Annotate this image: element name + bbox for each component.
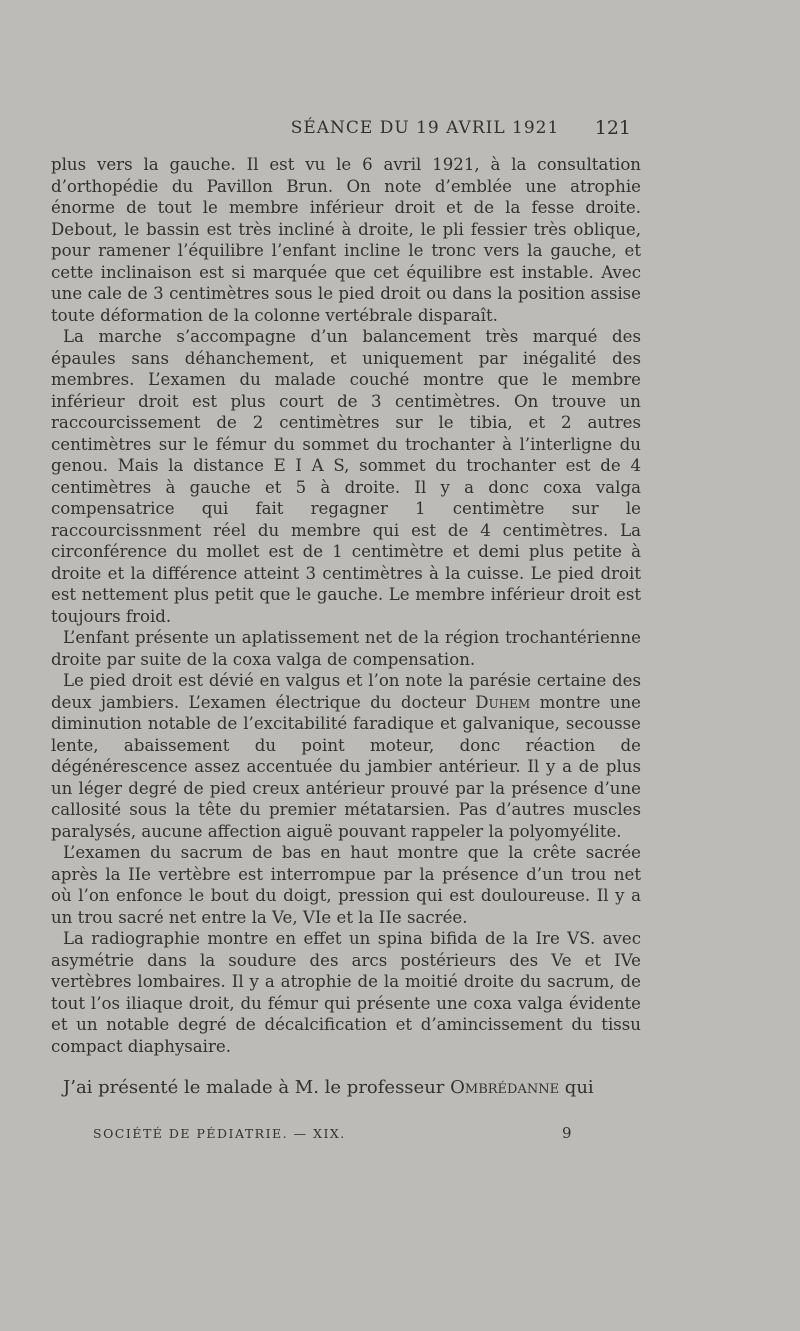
author-name-ombredanne: Ombrédanne (450, 1077, 560, 1098)
paragraph-5: L’examen du sacrum de bas en haut montre que la crête sacrée après la IIe vertèbre est interrompue par la présence d’un trou net où l’on enfonce le bout du doigt, pression qui est douloureuse. Il y a un trou sacré net entre la Ve, VIe et la IIe sacrée. (51, 843, 641, 927)
paragraph-6: La radiographie montre en effet un spina bifida de la Ire VS. avec asymétrie dans la soudure des arcs postérieurs des Ve et IVe vertèbres lombaires. Il y a atrophie de la moitié droite du sacrum, de tout l’os iliaque droit, du fémur qui présente une coxa valga évidente et un notable degré de décalcification et d’amincissement du tissu compact diaphysaire. (51, 929, 641, 1056)
page-number: 121 (594, 117, 631, 139)
paragraph-7-text-a: J’ai présenté le malade à M. le professeur (63, 1077, 451, 1098)
paragraph-7-text-b: qui (559, 1077, 594, 1098)
paragraph-4-text-b: montre une diminution notable de l’excitabilité faradique et galvanique, secousse lente, abaissement du point moteur, donc réaction de dégénérescence assez accentuée du jambier antérieur. Il y a de plus un léger degré de pied creux antérieur prouvé par la présence d’une callosité sous la tête du premier métatarsien. Pas d’autres muscles paralysés, aucune affection aiguë pouvant rappeler la polyomyélite. (51, 692, 641, 841)
body-text (51, 154, 641, 1099)
paragraph-2: La marche s’accompagne d’un balancement très marqué des épaules sans déhanchement, et uniquement par inégalité des membres. L’examen du malade couché montre que le membre inférieur droit est plus court de 3 centimètres. On trouve un raccourcissement de 2 centimètres sur le tibia, et 2 autres centimètres sur le fémur du sommet du trochanter à l’interligne du genou. Mais la distance E I A S, sommet du trochanter est de 4 centimètres à gauche et 5 à droite. Il y a donc coxa valga compensatrice qui fait regagner 1 centimètre sur le raccourcissnment réel du membre qui est de 4 centimètres. La circonférence du mollet est de 1 centimètre et demi plus petite à droite et la différence atteint 3 centimètres à la cuisse. Le pied droit est nettement plus petit que le gauche. Le membre inférieur droit est toujours froid. (51, 327, 641, 626)
footer-sheet-number: 9 (562, 1124, 572, 1142)
paragraph-4-text-a: Le pied droit est dévié en valgus et l’on note la parésie certaine des deux jambiers. L’examen électrique du docteur (51, 671, 641, 712)
paragraph-1: plus vers la gauche. Il est vu le 6 avril 1921, à la consultation d’orthopédie du Pavillon Brun. On note d’emblée une atrophie énorme de tout le membre inférieur droit et de la fesse droite. Debout, le bassin est très incliné à droite, le pli fessier très oblique, pour ramener l’équilibre l’enfant incline le tronc vers la gauche, et cette inclinaison est si marquée que cet équilibre est instable. Avec une cale de 3 centimètres sous le pied droit ou dans la position assise toute déformation de la colonne vertébrale disparaît. (51, 155, 641, 325)
footer-signature: SOCIÉTÉ DE PÉDIATRIE. — XIX. (93, 1126, 346, 1141)
paragraph-3: L’enfant présente un aplatissement net de la région trochantérienne droite par suite de la coxa valga de compensation. (51, 628, 641, 669)
author-name-duhem: Duhem (475, 692, 531, 712)
paragraph-7 (51, 1077, 641, 1099)
paragraph-4 (51, 670, 641, 842)
running-header: SÉANCE DU 19 AVRIL 1921 (290, 118, 560, 138)
